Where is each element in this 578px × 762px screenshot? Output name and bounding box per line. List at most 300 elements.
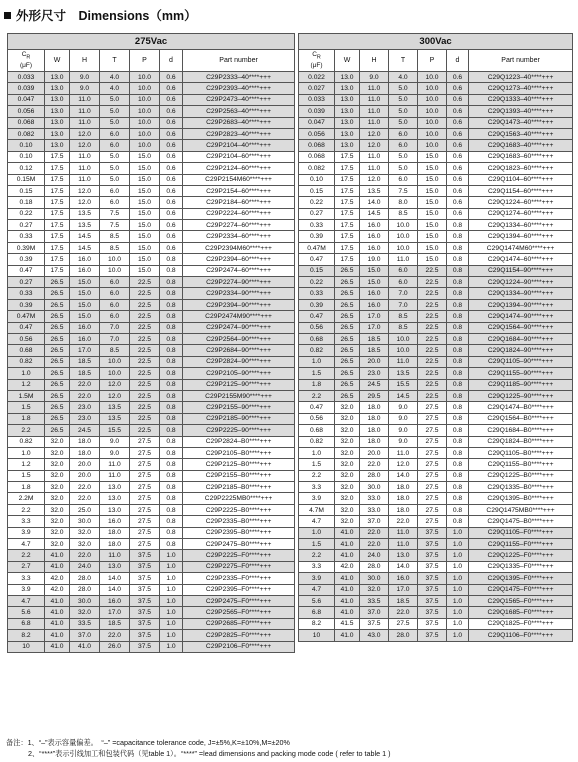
part-number-cell: C29Q1225–90****+++ xyxy=(469,390,573,401)
part-number-cell: C29P2685–F0****+++ xyxy=(183,618,295,629)
d-cell: 0.6 xyxy=(447,94,469,105)
cap-cell: 0.10 xyxy=(299,174,335,185)
part-number-cell: C29P2105–B0****+++ xyxy=(183,447,295,458)
t-cell: 18.0 xyxy=(389,493,418,504)
t-cell: 9.0 xyxy=(389,436,418,447)
w-cell: 41.0 xyxy=(335,539,360,550)
h-cell: 11.0 xyxy=(70,117,100,128)
p-cell: 22.5 xyxy=(130,277,160,288)
cap-cell: 0.39 xyxy=(299,231,335,242)
cap-cell: 8.2 xyxy=(8,630,45,641)
h-cell: 11.0 xyxy=(70,94,100,105)
table-row xyxy=(299,140,573,151)
t-cell: 27.5 xyxy=(389,618,418,629)
w-cell: 26.5 xyxy=(45,390,70,401)
table-row xyxy=(8,607,295,618)
table-row xyxy=(299,117,573,128)
part-number-cell: C29Q1475–F0****+++ xyxy=(469,584,573,595)
column-header-part-number: Part number xyxy=(469,50,573,72)
t-cell: 12.0 xyxy=(389,459,418,470)
cap-cell: 3.3 xyxy=(299,482,335,493)
d-cell: 0.6 xyxy=(160,128,183,139)
d-cell: 0.8 xyxy=(447,470,469,481)
table-row xyxy=(8,356,295,367)
cap-cell: 0.39 xyxy=(8,299,45,310)
t-cell: 10.0 xyxy=(100,356,130,367)
cap-cell: 0.068 xyxy=(299,151,335,162)
column-header-t: T xyxy=(100,50,130,72)
table-row xyxy=(8,561,295,572)
part-number-cell: C29P2475–F0****+++ xyxy=(183,595,295,606)
t-cell: 6.0 xyxy=(100,185,130,196)
t-cell: 5.0 xyxy=(100,106,130,117)
part-number-cell: C29P2104–60****+++ xyxy=(183,151,295,162)
p-cell: 27.5 xyxy=(130,539,160,550)
table-body xyxy=(299,72,573,642)
h-cell: 11.0 xyxy=(70,106,100,117)
d-cell: 1.0 xyxy=(447,607,469,618)
cap-cell: 0.082 xyxy=(299,163,335,174)
w-cell: 32.0 xyxy=(335,447,360,458)
d-cell: 0.6 xyxy=(447,128,469,139)
h-cell: 13.5 xyxy=(360,185,389,196)
table-row xyxy=(8,151,295,162)
d-cell: 0.8 xyxy=(160,379,183,390)
h-cell: 16.0 xyxy=(70,322,100,333)
d-cell: 1.0 xyxy=(447,550,469,561)
d-cell: 0.6 xyxy=(447,197,469,208)
h-cell: 18.5 xyxy=(360,345,389,356)
table-row xyxy=(8,550,295,561)
p-cell: 37.5 xyxy=(418,573,447,584)
cap-cell: 6.8 xyxy=(8,618,45,629)
p-cell: 37.5 xyxy=(130,584,160,595)
cap-cell: 0.33 xyxy=(299,288,335,299)
p-cell: 22.5 xyxy=(130,322,160,333)
cap-cell: 1.0 xyxy=(299,356,335,367)
part-number-cell: C29Q1564–90****+++ xyxy=(469,322,573,333)
column-header-h: H xyxy=(360,50,389,72)
w-cell: 13.0 xyxy=(45,117,70,128)
w-cell: 26.5 xyxy=(45,311,70,322)
h-cell: 20.0 xyxy=(360,447,389,458)
d-cell: 0.8 xyxy=(160,368,183,379)
t-cell: 9.0 xyxy=(100,436,130,447)
part-number-cell: C29Q1474–90****+++ xyxy=(469,311,573,322)
p-cell: 15.0 xyxy=(130,265,160,276)
d-cell: 0.8 xyxy=(447,356,469,367)
d-cell: 0.8 xyxy=(160,299,183,310)
w-cell: 41.0 xyxy=(335,595,360,606)
h-cell: 18.0 xyxy=(360,402,389,413)
h-cell: 16.0 xyxy=(70,254,100,265)
part-number-cell: C29P2684–90****+++ xyxy=(183,345,295,356)
h-cell: 25.0 xyxy=(70,504,100,515)
w-cell: 41.0 xyxy=(45,550,70,561)
p-cell: 37.5 xyxy=(418,630,447,641)
w-cell: 26.5 xyxy=(45,379,70,390)
table-body xyxy=(8,72,295,653)
cap-cell: 3.3 xyxy=(8,516,45,527)
d-cell: 0.8 xyxy=(447,311,469,322)
table-row xyxy=(8,72,295,83)
cap-cell: 0.33 xyxy=(299,220,335,231)
part-number-cell: C29P2155–90****+++ xyxy=(183,402,295,413)
w-cell: 26.5 xyxy=(335,299,360,310)
voltage-header: 275Vac xyxy=(8,34,295,50)
part-number-cell: C29P2823–40****+++ xyxy=(183,128,295,139)
table-row xyxy=(8,630,295,641)
w-cell: 26.5 xyxy=(335,379,360,390)
table-row xyxy=(299,368,573,379)
table-row xyxy=(8,311,295,322)
table-row xyxy=(8,573,295,584)
d-cell: 0.6 xyxy=(160,208,183,219)
t-cell: 15.5 xyxy=(100,425,130,436)
part-number-cell: C29Q1684–B0****+++ xyxy=(469,425,573,436)
d-cell: 0.6 xyxy=(447,185,469,196)
d-cell: 0.8 xyxy=(160,402,183,413)
t-cell: 18.0 xyxy=(389,504,418,515)
w-cell: 26.5 xyxy=(45,368,70,379)
cap-cell: 2.2 xyxy=(299,550,335,561)
w-cell: 13.0 xyxy=(45,83,70,94)
d-cell: 0.6 xyxy=(160,117,183,128)
cap-cell: 0.10 xyxy=(8,140,45,151)
cap-cell: 2.2 xyxy=(8,425,45,436)
part-number-cell: C29P2125–B0****+++ xyxy=(183,459,295,470)
part-number-cell: C29P2105–90****+++ xyxy=(183,368,295,379)
cap-cell: 0.39 xyxy=(299,299,335,310)
part-number-cell: C29P2124–60****+++ xyxy=(183,163,295,174)
cap-cell: 0.33 xyxy=(8,288,45,299)
h-cell: 14.0 xyxy=(360,197,389,208)
t-cell: 13.0 xyxy=(389,550,418,561)
p-cell: 37.5 xyxy=(130,618,160,629)
h-cell: 32.0 xyxy=(360,584,389,595)
t-cell: 14.0 xyxy=(100,573,130,584)
w-cell: 17.5 xyxy=(45,174,70,185)
d-cell: 0.6 xyxy=(160,163,183,174)
d-cell: 1.0 xyxy=(160,641,183,652)
p-cell: 27.5 xyxy=(418,459,447,470)
cap-cell: 0.56 xyxy=(8,333,45,344)
w-cell: 13.0 xyxy=(335,94,360,105)
cap-cell: 0.82 xyxy=(8,436,45,447)
d-cell: 1.0 xyxy=(447,573,469,584)
h-cell: 9.0 xyxy=(360,72,389,83)
t-cell: 13.5 xyxy=(100,413,130,424)
p-cell: 22.5 xyxy=(130,425,160,436)
t-cell: 6.0 xyxy=(389,174,418,185)
part-number-cell: C29P2225–B0****+++ xyxy=(183,504,295,515)
t-cell: 11.0 xyxy=(100,470,130,481)
footnotes xyxy=(6,737,391,759)
p-cell: 27.5 xyxy=(418,413,447,424)
d-cell: 1.0 xyxy=(160,630,183,641)
cap-cell: 1.8 xyxy=(8,413,45,424)
w-cell: 17.5 xyxy=(335,231,360,242)
w-cell: 17.5 xyxy=(45,242,70,253)
t-cell: 6.0 xyxy=(100,311,130,322)
part-number-cell: C29Q1395–B0****+++ xyxy=(469,493,573,504)
cap-cell: 0.047 xyxy=(299,117,335,128)
p-cell: 10.0 xyxy=(418,140,447,151)
t-cell: 11.0 xyxy=(100,459,130,470)
table-row xyxy=(8,163,295,174)
p-cell: 37.5 xyxy=(130,573,160,584)
w-cell: 41.0 xyxy=(45,561,70,572)
table-row xyxy=(8,493,295,504)
h-cell: 18.0 xyxy=(360,436,389,447)
table-row xyxy=(299,254,573,265)
footnote-1: 备注：1、“–”表示容量偏差。 “–” =capacitance tolerance code, J=±5%,K=±10%,M=±20% xyxy=(6,738,290,747)
h-cell: 23.0 xyxy=(70,402,100,413)
h-cell: 22.0 xyxy=(70,550,100,561)
t-cell: 8.0 xyxy=(389,197,418,208)
cap-cell: 0.27 xyxy=(8,220,45,231)
part-number-cell: C29Q1104–60****+++ xyxy=(469,174,573,185)
d-cell: 0.6 xyxy=(160,83,183,94)
h-cell: 11.0 xyxy=(360,94,389,105)
p-cell: 15.0 xyxy=(418,174,447,185)
t-cell: 9.0 xyxy=(389,425,418,436)
cap-column-header: $C_R$ (μF) xyxy=(8,50,45,72)
table-row xyxy=(8,425,295,436)
t-cell: 18.0 xyxy=(100,527,130,538)
w-cell: 32.0 xyxy=(45,447,70,458)
p-cell: 37.5 xyxy=(130,595,160,606)
p-cell: 22.5 xyxy=(418,322,447,333)
p-cell: 37.5 xyxy=(130,607,160,618)
p-cell: 37.5 xyxy=(418,527,447,538)
h-cell: 30.0 xyxy=(360,573,389,584)
cap-cell: 0.56 xyxy=(299,322,335,333)
cap-cell: 0.15 xyxy=(299,185,335,196)
w-cell: 17.5 xyxy=(335,197,360,208)
t-cell: 4.0 xyxy=(100,72,130,83)
part-number-cell: C29Q1225–F0****+++ xyxy=(469,550,573,561)
voltage-header: 300Vac xyxy=(299,34,573,50)
d-cell: 1.0 xyxy=(447,527,469,538)
h-cell: 9.0 xyxy=(70,83,100,94)
table-row xyxy=(299,299,573,310)
w-cell: 26.5 xyxy=(335,322,360,333)
h-cell: 12.0 xyxy=(70,185,100,196)
t-cell: 11.0 xyxy=(389,254,418,265)
table-row xyxy=(299,208,573,219)
w-cell: 32.0 xyxy=(335,402,360,413)
dimensions-table-300vac xyxy=(298,33,573,642)
table-row xyxy=(299,516,573,527)
w-cell: 32.0 xyxy=(335,425,360,436)
h-cell: 24.5 xyxy=(360,379,389,390)
d-cell: 0.8 xyxy=(447,322,469,333)
cap-cell: 0.47 xyxy=(8,322,45,333)
w-cell: 41.0 xyxy=(45,595,70,606)
t-cell: 22.0 xyxy=(100,630,130,641)
h-cell: 30.0 xyxy=(70,595,100,606)
t-cell: 7.5 xyxy=(100,220,130,231)
w-cell: 26.5 xyxy=(45,345,70,356)
t-cell: 5.0 xyxy=(389,117,418,128)
t-cell: 8.5 xyxy=(100,231,130,242)
t-cell: 13.5 xyxy=(389,368,418,379)
h-cell: 23.0 xyxy=(70,413,100,424)
t-cell: 4.0 xyxy=(389,72,418,83)
t-cell: 13.0 xyxy=(100,482,130,493)
p-cell: 10.0 xyxy=(418,72,447,83)
w-cell: 13.0 xyxy=(45,128,70,139)
p-cell: 22.5 xyxy=(130,390,160,401)
h-cell: 33.5 xyxy=(70,618,100,629)
w-cell: 26.5 xyxy=(335,277,360,288)
t-cell: 15.5 xyxy=(389,379,418,390)
h-cell: 23.0 xyxy=(360,368,389,379)
table-row xyxy=(8,379,295,390)
p-cell: 10.0 xyxy=(130,94,160,105)
p-cell: 27.5 xyxy=(130,436,160,447)
table-row xyxy=(299,288,573,299)
cap-cell: 6.8 xyxy=(299,607,335,618)
cap-cell: 1.5 xyxy=(8,470,45,481)
part-number-cell: C29P2334–90****+++ xyxy=(183,288,295,299)
cap-cell: 0.82 xyxy=(299,345,335,356)
p-cell: 22.5 xyxy=(130,333,160,344)
p-cell: 10.0 xyxy=(130,106,160,117)
p-cell: 27.5 xyxy=(418,493,447,504)
d-cell: 0.8 xyxy=(160,425,183,436)
d-cell: 0.8 xyxy=(447,482,469,493)
h-cell: 22.0 xyxy=(70,390,100,401)
dimensions-table-275vac xyxy=(7,33,295,653)
d-cell: 0.8 xyxy=(447,333,469,344)
h-cell: 16.0 xyxy=(70,265,100,276)
w-cell: 13.0 xyxy=(45,140,70,151)
h-cell: 12.0 xyxy=(360,140,389,151)
part-number-cell: C29P2824–B0****+++ xyxy=(183,436,295,447)
d-cell: 0.6 xyxy=(447,117,469,128)
part-number-cell: C29Q1274–60****+++ xyxy=(469,208,573,219)
t-cell: 14.0 xyxy=(389,561,418,572)
table-row xyxy=(8,516,295,527)
p-cell: 10.0 xyxy=(130,140,160,151)
h-cell: 22.0 xyxy=(360,539,389,550)
h-cell: 33.0 xyxy=(360,493,389,504)
table-row xyxy=(299,390,573,401)
d-cell: 0.8 xyxy=(160,345,183,356)
h-cell: 18.0 xyxy=(360,425,389,436)
cap-cell: 0.47M xyxy=(299,242,335,253)
t-cell: 13.0 xyxy=(100,561,130,572)
h-cell: 12.0 xyxy=(360,174,389,185)
table-row xyxy=(299,242,573,253)
table-row xyxy=(8,254,295,265)
d-cell: 0.6 xyxy=(160,106,183,117)
cap-cell: 2.2M xyxy=(8,493,45,504)
h-cell: 18.5 xyxy=(360,333,389,344)
p-cell: 22.5 xyxy=(418,288,447,299)
t-cell: 7.0 xyxy=(389,299,418,310)
p-cell: 22.5 xyxy=(418,368,447,379)
d-cell: 1.0 xyxy=(160,607,183,618)
cap-cell: 0.39M xyxy=(8,242,45,253)
p-cell: 10.0 xyxy=(418,94,447,105)
h-cell: 12.0 xyxy=(70,128,100,139)
p-cell: 15.0 xyxy=(418,208,447,219)
cap-cell: 1.0 xyxy=(8,447,45,458)
cap-cell: 1.8 xyxy=(299,379,335,390)
w-cell: 32.0 xyxy=(45,516,70,527)
w-cell: 41.0 xyxy=(45,607,70,618)
cap-cell: 1.0 xyxy=(299,527,335,538)
cap-cell: 0.039 xyxy=(8,83,45,94)
d-cell: 0.8 xyxy=(160,265,183,276)
p-cell: 15.0 xyxy=(130,197,160,208)
w-cell: 26.5 xyxy=(335,311,360,322)
w-cell: 32.0 xyxy=(45,504,70,515)
part-number-cell: C29P2335–F0****+++ xyxy=(183,573,295,584)
part-number-cell: C29Q1154–90****+++ xyxy=(469,265,573,276)
part-number-cell: C29Q1155–B0****+++ xyxy=(469,459,573,470)
p-cell: 22.5 xyxy=(418,333,447,344)
h-cell: 22.0 xyxy=(70,493,100,504)
p-cell: 37.5 xyxy=(418,595,447,606)
t-cell: 18.0 xyxy=(389,482,418,493)
part-number-cell: C29P2393–40****+++ xyxy=(183,83,295,94)
d-cell: 1.0 xyxy=(160,584,183,595)
p-cell: 27.5 xyxy=(130,459,160,470)
column-header-w: W xyxy=(45,50,70,72)
table-row xyxy=(299,231,573,242)
table-row xyxy=(299,311,573,322)
w-cell: 32.0 xyxy=(45,527,70,538)
d-cell: 0.8 xyxy=(160,436,183,447)
d-cell: 0.8 xyxy=(447,504,469,515)
w-cell: 41.0 xyxy=(335,550,360,561)
h-cell: 28.0 xyxy=(360,561,389,572)
d-cell: 0.8 xyxy=(447,390,469,401)
table-row xyxy=(8,345,295,356)
p-cell: 22.5 xyxy=(418,277,447,288)
cap-cell: 0.22 xyxy=(8,208,45,219)
t-cell: 8.5 xyxy=(100,345,130,356)
d-cell: 0.6 xyxy=(447,83,469,94)
table-row xyxy=(299,584,573,595)
d-cell: 0.8 xyxy=(447,254,469,265)
table-row xyxy=(299,333,573,344)
cap-cell: 4.7 xyxy=(299,584,335,595)
table-row xyxy=(8,208,295,219)
cap-cell: 3.9 xyxy=(299,573,335,584)
p-cell: 27.5 xyxy=(418,447,447,458)
part-number-cell: C29P2335–B0****+++ xyxy=(183,516,295,527)
part-number-cell: C29Q1824–90****+++ xyxy=(469,345,573,356)
h-cell: 9.0 xyxy=(70,72,100,83)
h-cell: 37.0 xyxy=(360,516,389,527)
t-cell: 10.0 xyxy=(389,231,418,242)
d-cell: 0.8 xyxy=(160,390,183,401)
p-cell: 27.5 xyxy=(418,504,447,515)
part-number-cell: C29Q1224–90****+++ xyxy=(469,277,573,288)
h-cell: 32.0 xyxy=(70,607,100,618)
table-row xyxy=(299,185,573,196)
p-cell: 15.0 xyxy=(130,220,160,231)
cap-cell: 0.15 xyxy=(299,265,335,276)
t-cell: 6.0 xyxy=(100,288,130,299)
bullet-square-icon xyxy=(4,12,11,19)
cap-cell: 2.2 xyxy=(8,550,45,561)
